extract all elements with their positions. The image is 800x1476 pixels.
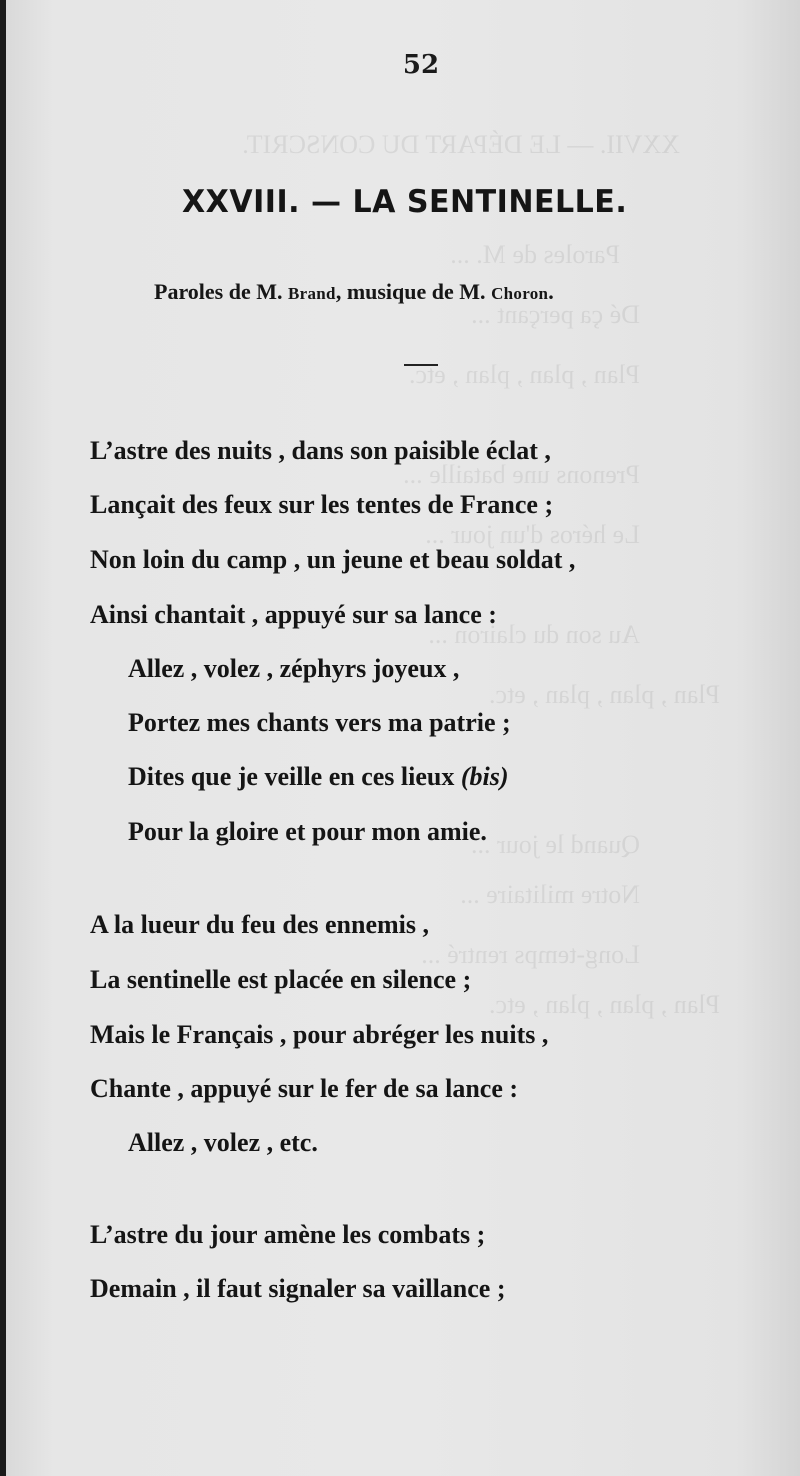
verse-line-with-bis [128,762,509,792]
book-page [6,0,800,1476]
credits-middle: , musique de M. [335,279,492,304]
verse-text: Dites que je veille en ces lieux [128,762,461,791]
verse-line: Non loin du camp , un jeune et beau soldat , [90,545,576,574]
verse-line: Allez , volez , zéphyrs joyeux , [128,654,460,683]
verse-line: Ainsi chantait , appuyé sur sa lance : [90,600,497,629]
verse-line: L’astre du jour amène les combats ; [90,1220,486,1249]
verse-line: Demain , il faut signaler sa vaillance ; [90,1274,506,1303]
verse-line: Allez , volez , etc. [128,1128,318,1157]
composer-name: Choron [491,284,549,303]
verse-line: La sentinelle est placée en silence ; [90,965,472,994]
credits-suffix: . [548,279,554,304]
verse-line: Chante , appuyé sur le fer de sa lance : [90,1074,519,1103]
verse-line: Portez mes chants vers ma patrie ; [128,708,511,737]
bis-marker: (bis) [460,762,509,791]
song-credits [154,279,554,305]
verse-line: L’astre des nuits , dans son paisible éclat , [90,436,551,465]
verse-line: Pour la gloire et pour mon amie. [128,817,487,846]
title-separator [404,364,438,366]
verse-line: A la lueur du feu des ennemis , [90,910,430,939]
show-through-text: XXVII. — LE DÉPART DU CONSCRIT. Paroles de M. ... Dé ça perçant ... Plan , plan , plan , etc. Prenons une bataille ... Le héros d'un jour ... Au son du clairon ... Plan , plan , plan , etc. Quand le jour ... Notre militaire ... Long-temps rentré ... Plan , plan , plan , etc. [242,130,720,1019]
verse-line: Mais le Français , pour abréger les nuits , [90,1020,549,1049]
song-title: XXVIII. — LA SENTINELLE. [182,184,628,220]
verse-line: Lançait des feux sur les tentes de France ; [90,490,554,519]
lyricist-name: Brand [288,284,336,303]
page-number: 52 [402,50,440,80]
credits-prefix: Paroles de M. [154,279,289,304]
